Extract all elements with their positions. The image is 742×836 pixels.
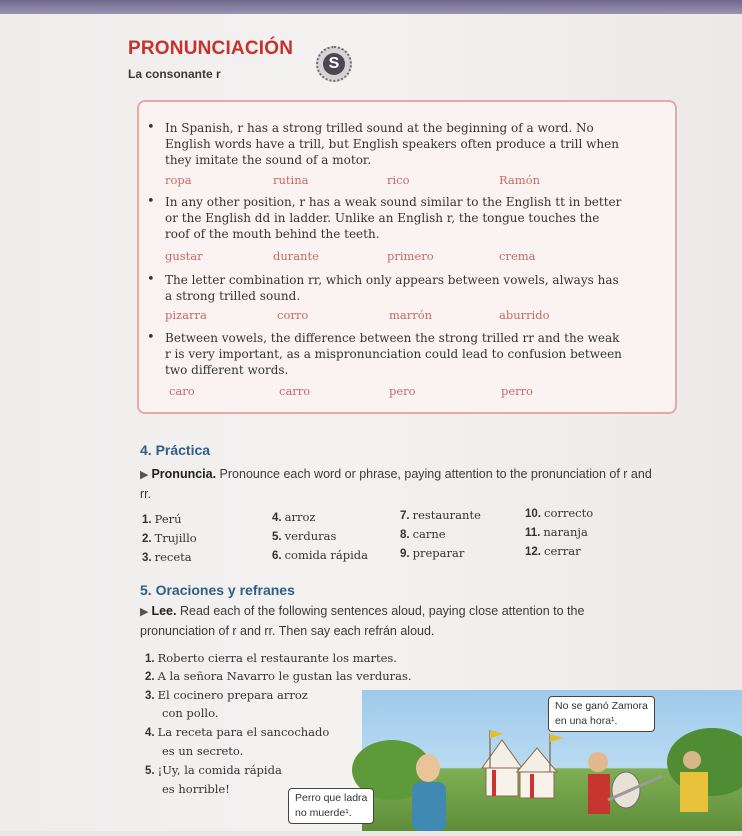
example-word: ropa: [165, 173, 192, 187]
sentence-continuation: con pollo.: [162, 706, 219, 720]
bubble-line: no muerde¹.: [295, 807, 352, 819]
rule-text: Between vowels, the difference between the strong trilled rr and the weak r is very important, as a mispronunciation could lead to confusion between two different words.: [165, 331, 622, 377]
instruction-lead: Lee.: [151, 604, 177, 618]
practice-item: 2. Trujillo: [142, 531, 197, 545]
rule-1: [139, 120, 675, 168]
example-word: durante: [273, 249, 319, 263]
cartoon-illustration: [295, 690, 742, 831]
sentence-continuation: es un secreto.: [162, 744, 244, 758]
example-word: primero: [387, 249, 434, 263]
badge-letter: S: [323, 53, 345, 75]
example-word: pero: [389, 384, 416, 398]
example-word: perro: [501, 384, 534, 398]
oraciones-instruction: [140, 602, 660, 641]
example-word: caro: [169, 384, 195, 398]
bullet-icon: •: [147, 120, 155, 135]
practice-item: 8. carne: [400, 527, 446, 541]
rule-3: [139, 272, 675, 304]
practice-item: 12. cerrar: [525, 544, 581, 558]
rule-text: The letter combination rr, which only appears between vowels, always has a strong trilled sound.: [165, 273, 619, 303]
section-subtitle: La consonante r: [128, 67, 221, 81]
practice-item: 11. naranja: [525, 525, 588, 539]
sentence: 5. ¡Uy, la comida rápida: [145, 763, 282, 777]
sentence: 2. A la señora Navarro le gustan las verduras.: [145, 669, 412, 683]
practice-item: 6. comida rápida: [272, 548, 369, 562]
practice-item: 9. preparar: [400, 546, 465, 560]
practice-item: 7. restaurante: [400, 508, 481, 522]
example-word: crema: [499, 249, 536, 263]
example-word: carro: [279, 384, 311, 398]
speech-bubble-left: [288, 788, 374, 824]
example-word: aburrido: [499, 308, 550, 322]
top-edge: [0, 0, 742, 14]
sentence: 1. Roberto cierra el restaurante los martes.: [145, 651, 397, 665]
rule-text: In Spanish, r has a strong trilled sound at the beginning of a word. No English words have a trill, but English speakers often produce a trill when they imitate the sound of a motor.: [165, 121, 619, 167]
play-arrow-icon: ▶: [140, 606, 149, 618]
practice-item: 4. arroz: [272, 510, 316, 524]
practice-item: 10. correcto: [525, 506, 594, 520]
bullet-icon: •: [147, 272, 155, 287]
instruction-lead: Pronuncia.: [151, 467, 217, 481]
rules-box: [137, 100, 677, 414]
bubble-line: Perro que ladra: [295, 792, 368, 804]
instruction-text: Read each of the following sentences aloud, paying close attention to the pronunciation of r and rr. Then say each refrán aloud.: [140, 604, 585, 638]
example-word: gustar: [165, 249, 203, 263]
example-word: rico: [387, 173, 410, 187]
instruction-text: Pronounce each word or phrase, paying attention to the pronunciation of r and rr.: [140, 467, 652, 501]
speech-bubble-right: [548, 696, 655, 732]
bubble-line: No se ganó Zamora: [555, 700, 648, 712]
audio-badge-icon: [316, 46, 352, 82]
rule-2: [139, 194, 675, 242]
practice-item: 5. verduras: [272, 529, 337, 543]
example-word: corro: [277, 308, 309, 322]
bubble-line: en una hora¹.: [555, 715, 618, 727]
sentence: 3. El cocinero prepara arroz: [145, 688, 308, 702]
practice-item: 3. receta: [142, 550, 192, 564]
section-title: PRONUNCIACIÓN: [128, 38, 294, 59]
rule-text: In any other position, r has a weak sound similar to the English tt in better or the English dd in ladder. Unlike an English r, the tongue touches the roof of the mouth behind the teeth.: [165, 195, 622, 241]
practice-item: 1. Perú: [142, 512, 182, 526]
practice-instruction: [140, 465, 660, 504]
bullet-icon: •: [147, 194, 155, 209]
example-word: pizarra: [165, 308, 207, 322]
sentence-continuation: es horrible!: [162, 782, 230, 796]
oraciones-heading: 5. Oraciones y refranes: [140, 582, 295, 598]
rule-4: [139, 330, 675, 378]
example-word: marrón: [389, 308, 433, 322]
practice-heading: 4. Práctica: [140, 442, 211, 458]
example-word: Ramón: [499, 173, 541, 187]
example-word: rutina: [273, 173, 309, 187]
bullet-icon: •: [147, 330, 155, 345]
play-arrow-icon: ▶: [140, 469, 149, 481]
sentence: 4. La receta para el sancochado: [145, 725, 330, 739]
